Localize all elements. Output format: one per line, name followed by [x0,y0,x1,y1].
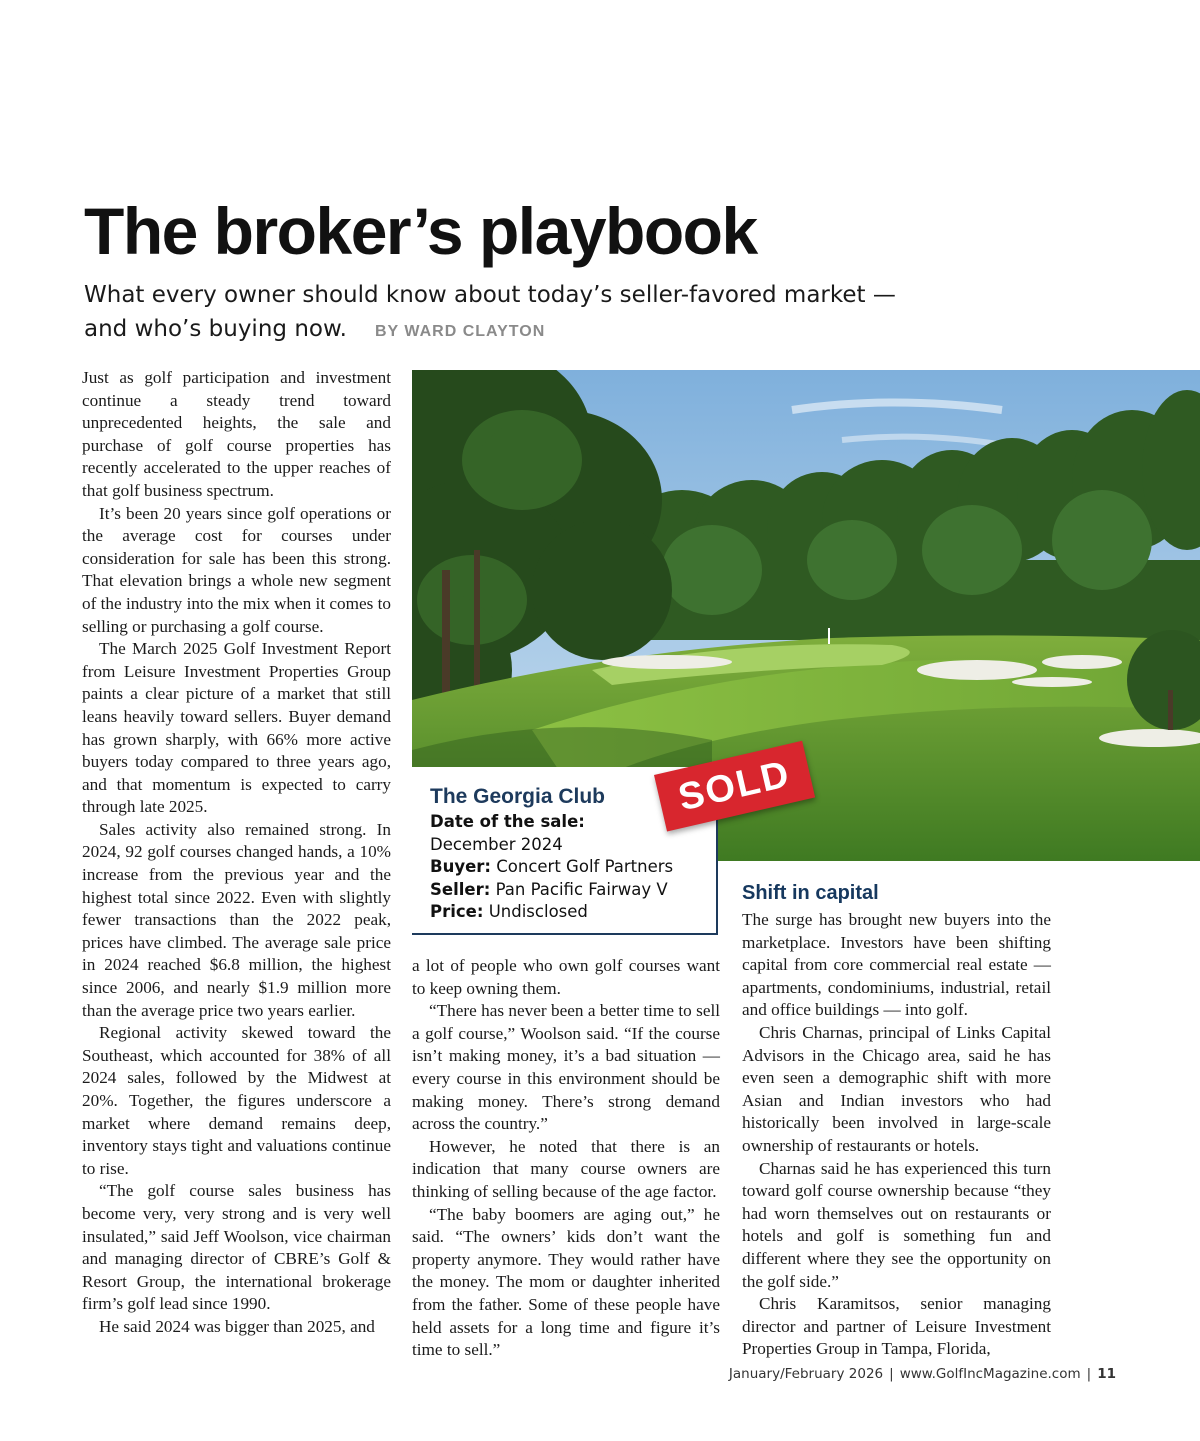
paragraph: “The golf course sales business has become very, very strong and is very well insulated,” said Jeff Woolson, vice chairman and managing director of CBRE’s Golf & Resort Group, the international brokerage firm’s golf lead since 1990. [82,1181,391,1314]
article-column-3 [742,909,1051,1361]
sold-stamp: SOLD [654,741,815,832]
page-number: 11 [1097,1366,1116,1382]
seller-value: Pan Pacific Fairway V [495,879,668,899]
sale-date-value: December 2024 [430,834,563,854]
deck-line-2: and who’s buying now. [84,316,347,342]
deck-line-1: What every owner should know about today’s seller-favored market — [84,282,896,308]
paragraph: “The baby boomers are aging out,” he said. “The owners’ kids don’t want the property anymore. They would rather have the money. The mom or daughter inherited from the father. Some of these people have held assets for a long time and figure it’s time to sell.” [412,1204,720,1360]
section-subhead: Shift in capital [742,882,879,904]
course-name: The Georgia Club [430,785,606,808]
paragraph: Sales activity also remained strong. In 2024, 92 golf courses changed hands, a 10% increase from the previous year and the highest total since 2022. Even with slightly fewer transactions than the 2022 peak, prices have climbed. The average sale price in 2024 reached $6.8 million, the highest since 2006, and nearly $1.9 million more than the average price two years earlier. [82,819,391,1020]
price-value: Undisclosed [488,902,588,921]
paragraph: Charnas said he has experienced this turn toward golf course ownership because “they had worn themselves out on restaurants or hotels and golf is something fun and different where they see the opportunity on the golf side.” [742,1158,1051,1291]
website-link[interactable]: www.GolfIncMagazine.com [899,1366,1081,1382]
paragraph: However, he noted that there is an indication that many course owners are thinking of selling because of the age factor. [412,1136,720,1201]
paragraph: a lot of people who own golf courses want to keep owning them. [412,956,720,998]
buyer-value: Concert Golf Partners [496,857,674,876]
issue-date: January/February 2026 [728,1366,884,1382]
paragraph: “There has never been a better time to sell a golf course,” Woolson said. “If the course isn’t making money, it’s a bad situation — every course in this environment should be making money. There’s strong demand across the country.” [412,1001,720,1134]
buyer-label: Buyer: [430,857,492,876]
deck [84,278,964,349]
paragraph: Just as golf participation and investment continue a steady trend toward unprecedented heights, the sale and purchase of golf course properties has recently accelerated to the upper reaches of that golf business spectrum. [82,368,391,500]
paragraph: The surge has brought new buyers into the marketplace. Investors have been shifting capital from core commercial real estate — apartments, condominiums, industrial, retail and office buildings — into golf. [742,910,1051,1020]
seller-label: Seller: [430,879,491,899]
paragraph: Regional activity skewed toward the Southeast, which accounted for 38% of all 2024 sales, followed by the Midwest at 20%. Together, the figures underscore a market where demand remains deep, inventory stays tight and valuations continue to rise. [82,1023,391,1178]
sale-date-label: Date of the sale: [430,812,585,831]
article-column-2 [412,955,720,1362]
byline: BY WARD CLAYTON [374,323,546,340]
paragraph: He said 2024 was bigger than 2025, and [99,1316,375,1336]
paragraph: Chris Karamitsos, senior managing director and partner of Leisure Investment Properties Group in Tampa, Florida, [742,1294,1051,1359]
paragraph: It’s been 20 years since golf operations or the average cost for courses under consideration for sale has been this strong. That elevation brings a whole new segment of the industry into the mix when it comes to selling or purchasing a golf course. [82,503,391,636]
price-label: Price: [430,902,484,921]
article-column-1 [82,367,391,1339]
headline: The broker’s playbook [84,194,757,268]
page-folio: January/February 2026 | www.GolfIncMagazine.com | 11 [728,1366,1116,1382]
paragraph: Chris Charnas, principal of Links Capital Advisors in the Chicago area, said he has even seen a demographic shift with more Asian and Indian investors who had historically been involved in large-scale ownership of restaurants or hotels. [742,1022,1051,1155]
paragraph: The March 2025 Golf Investment Report from Leisure Investment Properties Group paints a clear picture of a market that still leans heavily toward sellers. Buyer demand has grown sharply, with 66% more active buyers today compared to three years ago, and that momentum is expected to carry through late 2025. [82,639,391,817]
